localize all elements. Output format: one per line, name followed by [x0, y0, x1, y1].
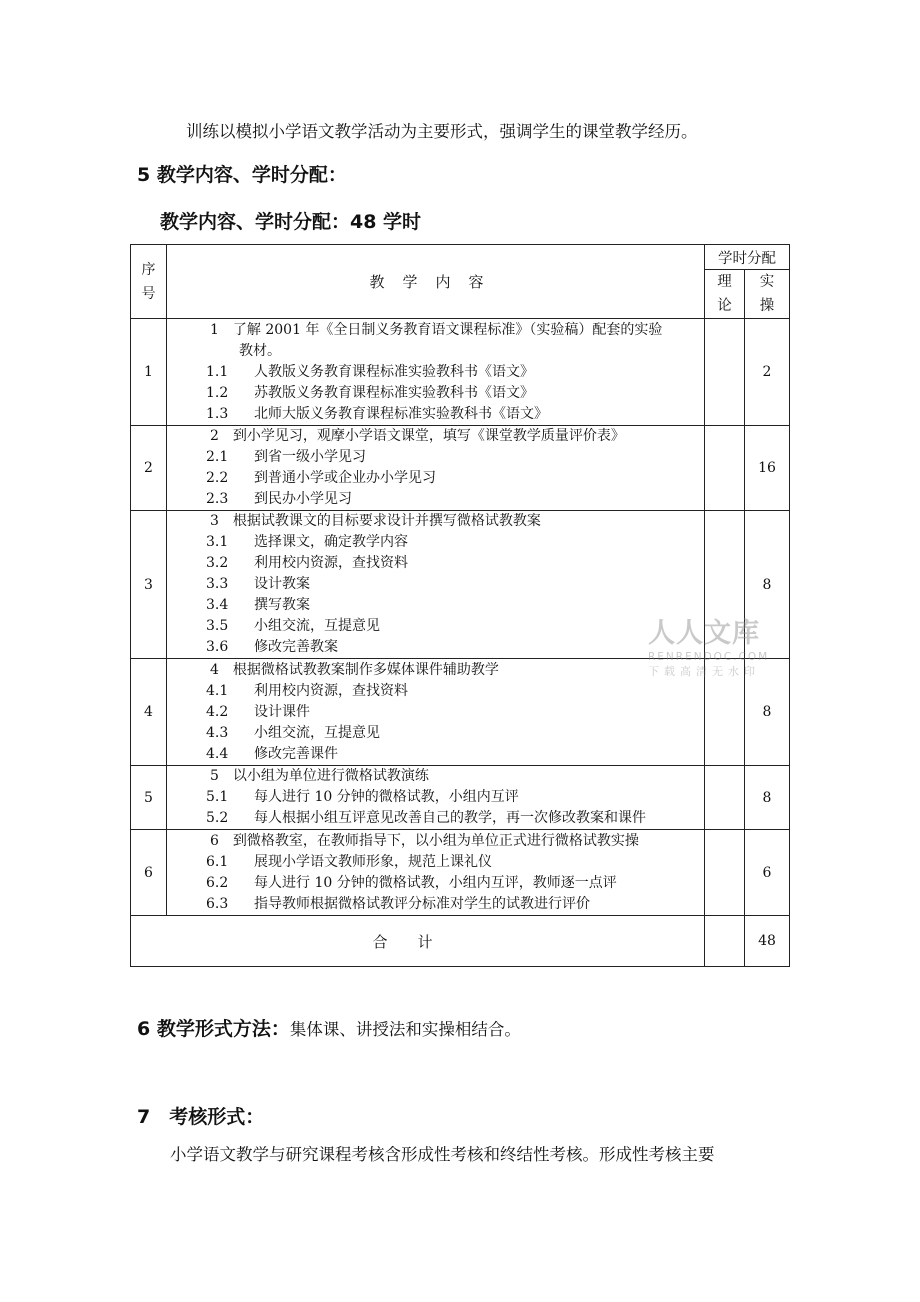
table-row	[131, 426, 790, 511]
sub-item-number: 2.3	[206, 491, 229, 507]
row-main-item-continued: 教材。	[239, 342, 281, 359]
table-header-row	[131, 245, 790, 270]
section-5-subheading: 教学内容、学时分配：48 学时	[160, 211, 422, 233]
row-content	[167, 766, 705, 830]
sub-item-number: 5.1	[206, 789, 229, 805]
sub-item-number: 6.2	[206, 874, 229, 891]
row-sub-item	[206, 447, 696, 468]
table-row	[131, 766, 790, 830]
row-content	[167, 830, 705, 916]
row-main-item: 5 以小组为单位进行微格试教演练	[210, 768, 429, 784]
sub-item-number: 1.2	[206, 384, 229, 401]
sub-item-text: 到普通小学或企业办小学见习	[254, 470, 436, 486]
row-practice-hours: 6	[745, 830, 790, 916]
intro-paragraph: 训练以模拟小学语文教学活动为主要形式，强调学生的课堂教学经历。	[186, 122, 698, 141]
row-sub-item	[206, 873, 696, 894]
sub-item-text: 小组交流，互提意见	[254, 724, 380, 741]
sub-item-number: 1.1	[206, 363, 229, 380]
sub-item-text: 利用校内资源，查找资料	[254, 555, 408, 571]
sub-item-number: 3.2	[206, 555, 229, 571]
row-main-item: 1 了解 2001 年《全日制义务教育语文课程标准》（实验稿）配套的实验	[210, 321, 663, 338]
row-sub-item	[206, 532, 696, 553]
table-row	[131, 830, 790, 916]
sub-item-number: 4.1	[206, 682, 229, 699]
sub-item-text: 人教版义务教育课程标准实验教科书《语文》	[254, 363, 534, 380]
row-seq: 3	[131, 511, 167, 659]
row-main-item: 3 根据试教课文的目标要求设计并撰写微格试教教案	[210, 513, 541, 529]
row-sub-item	[206, 723, 696, 744]
sub-item-number: 3.4	[206, 597, 229, 613]
sub-item-text: 苏教版义务教育课程标准实验教科书《语文》	[254, 384, 534, 401]
table-row	[131, 319, 790, 426]
row-sub-item	[206, 595, 696, 616]
row-practice-hours: 2	[745, 319, 790, 426]
row-seq: 1	[131, 319, 167, 426]
row-sub-item	[206, 362, 696, 383]
row-seq: 6	[131, 830, 167, 916]
sub-item-text: 利用校内资源，查找资料	[254, 682, 408, 699]
sub-item-text: 小组交流，互提意见	[254, 618, 380, 634]
sub-item-number: 4.3	[206, 724, 229, 741]
hdr-seq: 序 号	[141, 261, 156, 302]
watermark-logo	[648, 618, 769, 679]
row-sub-item	[206, 468, 696, 489]
row-sub-item	[206, 574, 696, 595]
row-sub-item	[206, 383, 696, 404]
row-theory-hours	[705, 766, 745, 830]
row-sub-item	[206, 489, 696, 510]
sub-item-text: 每人进行 10 分钟的微格试教，小组内互评	[254, 789, 519, 805]
sub-item-text: 撰写教案	[254, 597, 310, 613]
row-sub-item	[206, 553, 696, 574]
sub-item-text: 到省一级小学见习	[254, 449, 366, 465]
sub-item-number: 3.1	[206, 534, 229, 550]
hdr-prac: 实 操	[759, 274, 775, 314]
row-practice-hours: 8	[745, 511, 790, 659]
section-6-line	[137, 1014, 521, 1041]
total-theory-hours	[705, 916, 745, 967]
row-sub-item	[206, 681, 696, 702]
sub-item-text: 指导教师根据微格试教评分标准对学生的试教进行评价	[254, 895, 590, 912]
total-practice-hours: 48	[745, 916, 790, 967]
row-sub-item	[206, 616, 696, 637]
header-practice	[745, 270, 790, 319]
sub-item-text: 每人进行 10 分钟的微格试教，小组内互评，教师逐一点评	[254, 874, 617, 891]
section-6-text: 集体课、讲授法和实操相结合。	[289, 1020, 521, 1039]
section-6-heading: 6 教学形式方法：	[137, 1018, 290, 1040]
row-sub-item	[206, 404, 696, 425]
row-content	[167, 426, 705, 511]
row-sub-item	[206, 787, 696, 808]
sub-item-number: 6.3	[206, 895, 229, 912]
header-content: 教学内容	[167, 245, 705, 319]
row-content	[167, 511, 705, 659]
sub-item-number: 3.5	[206, 618, 229, 634]
row-sub-item	[206, 894, 696, 915]
total-row	[131, 916, 790, 967]
row-seq: 2	[131, 426, 167, 511]
row-main-item: 2 到小学见习，观摩小学语文课堂，填写《课堂教学质量评价表》	[210, 428, 625, 444]
row-sub-item	[206, 808, 696, 829]
row-content	[167, 319, 705, 426]
sub-item-text: 设计教案	[254, 576, 310, 592]
row-seq: 4	[131, 659, 167, 766]
sub-item-number: 2.1	[206, 449, 229, 465]
row-sub-item	[206, 637, 696, 658]
watermark-url: RENRENDOC.COM	[648, 651, 770, 663]
row-theory-hours	[705, 319, 745, 426]
header-seq	[131, 245, 167, 319]
sub-item-text: 设计课件	[254, 703, 310, 720]
row-practice-hours: 8	[745, 766, 790, 830]
row-sub-item	[206, 702, 696, 723]
row-theory-hours	[705, 426, 745, 511]
sub-item-number: 1.3	[206, 405, 229, 422]
row-sub-item	[206, 852, 696, 873]
sub-item-number: 3.6	[206, 639, 229, 655]
sub-item-text: 到民办小学见习	[254, 491, 352, 507]
sub-item-number: 4.2	[206, 703, 229, 720]
row-main-item: 6 到微格教室，在教师指导下，以小组为单位正式进行微格试教实操	[210, 832, 639, 849]
sub-item-text: 选择课文，确定教学内容	[254, 534, 408, 550]
sub-item-text: 修改完善课件	[254, 745, 338, 762]
watermark-tagline: 下载高清无水印	[648, 665, 760, 678]
section-5-heading: 5 教学内容、学时分配：	[137, 164, 347, 186]
total-label: 合计	[131, 916, 705, 967]
hdr-theory: 理 论	[717, 274, 732, 314]
sub-item-number: 2.2	[206, 470, 229, 486]
sub-item-number: 4.4	[206, 745, 229, 762]
sub-item-number: 6.1	[206, 853, 229, 870]
sub-item-text: 北师大版义务教育课程标准实验教科书《语文》	[254, 405, 548, 422]
row-practice-hours: 16	[745, 426, 790, 511]
row-theory-hours	[705, 830, 745, 916]
row-content	[167, 659, 705, 766]
header-theory	[705, 270, 745, 319]
row-main-item: 4 根据微格试教教案制作多媒体课件辅助教学	[210, 661, 499, 678]
sub-item-number: 5.2	[206, 810, 229, 826]
sub-item-text: 修改完善教案	[254, 639, 338, 655]
sub-item-text: 展现小学语文教师形象，规范上课礼仪	[254, 853, 492, 870]
sub-item-text: 每人根据小组互评意见改善自己的教学，再一次修改教案和课件	[254, 810, 646, 826]
watermark-name: 人人文库	[648, 618, 760, 649]
section-7-paragraph: 小学语文教学与研究课程考核含形成性考核和终结性考核。形成性考核主要	[170, 1145, 715, 1164]
row-sub-item	[206, 744, 696, 765]
row-practice-hours: 8	[745, 659, 790, 766]
sub-item-number: 3.3	[206, 576, 229, 592]
section-7-heading: 7 考核形式：	[137, 1106, 265, 1128]
row-seq: 5	[131, 766, 167, 830]
teaching-plan-table	[130, 244, 790, 967]
header-hours-group: 学时分配	[705, 245, 790, 270]
